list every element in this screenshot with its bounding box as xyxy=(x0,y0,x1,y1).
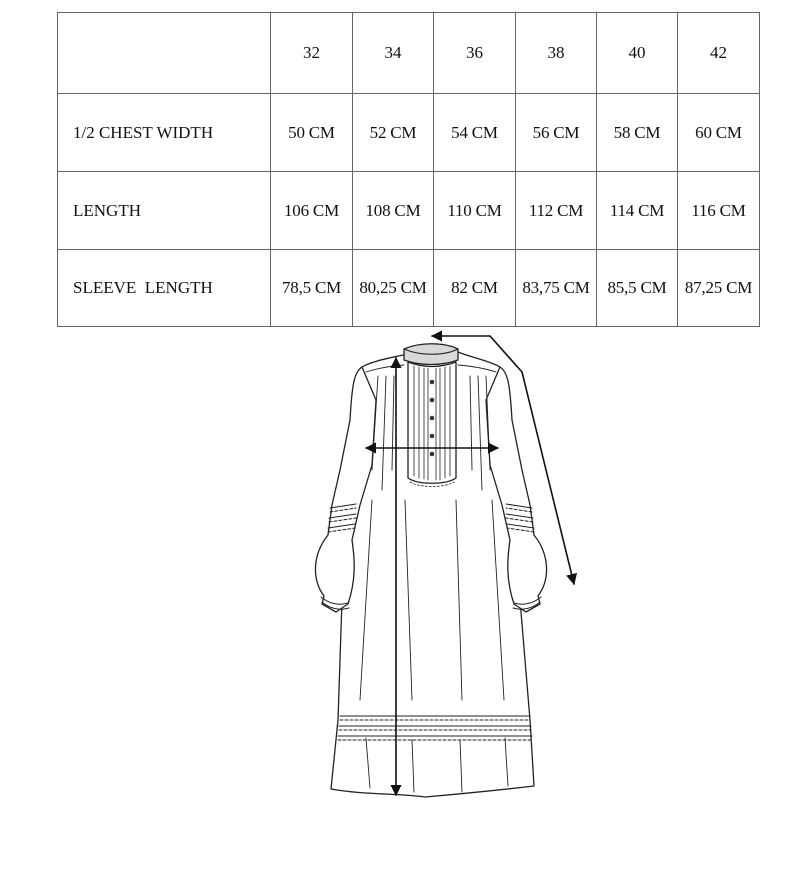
row-label: LENGTH xyxy=(58,172,271,250)
measure-cell: 85,5 CM xyxy=(597,250,678,327)
measure-cell: 112 CM xyxy=(516,172,597,250)
size-header-cell: 32 xyxy=(271,13,353,94)
measure-cell: 56 CM xyxy=(516,94,597,172)
measure-cell: 82 CM xyxy=(434,250,516,327)
measure-cell: 110 CM xyxy=(434,172,516,250)
measure-cell: 87,25 CM xyxy=(678,250,760,327)
row-label: SLEEVE LENGTH xyxy=(58,250,271,327)
size-header-cell: 42 xyxy=(678,13,760,94)
measure-cell: 116 CM xyxy=(678,172,760,250)
row-label: 1/2 CHEST WIDTH xyxy=(58,94,271,172)
measure-cell: 106 CM xyxy=(271,172,353,250)
size-header-cell: 38 xyxy=(516,13,597,94)
measure-cell: 58 CM xyxy=(597,94,678,172)
measure-cell: 108 CM xyxy=(353,172,434,250)
size-header-cell: 34 xyxy=(353,13,434,94)
measure-cell: 114 CM xyxy=(597,172,678,250)
measure-cell: 80,25 CM xyxy=(353,250,434,327)
measure-cell: 60 CM xyxy=(678,94,760,172)
measure-cell: 78,5 CM xyxy=(271,250,353,327)
measure-cell: 83,75 CM xyxy=(516,250,597,327)
size-header-cell: 40 xyxy=(597,13,678,94)
measure-cell: 54 CM xyxy=(434,94,516,172)
measure-cell: 52 CM xyxy=(353,94,434,172)
size-header-cell: 36 xyxy=(434,13,516,94)
measure-cell: 50 CM xyxy=(271,94,353,172)
